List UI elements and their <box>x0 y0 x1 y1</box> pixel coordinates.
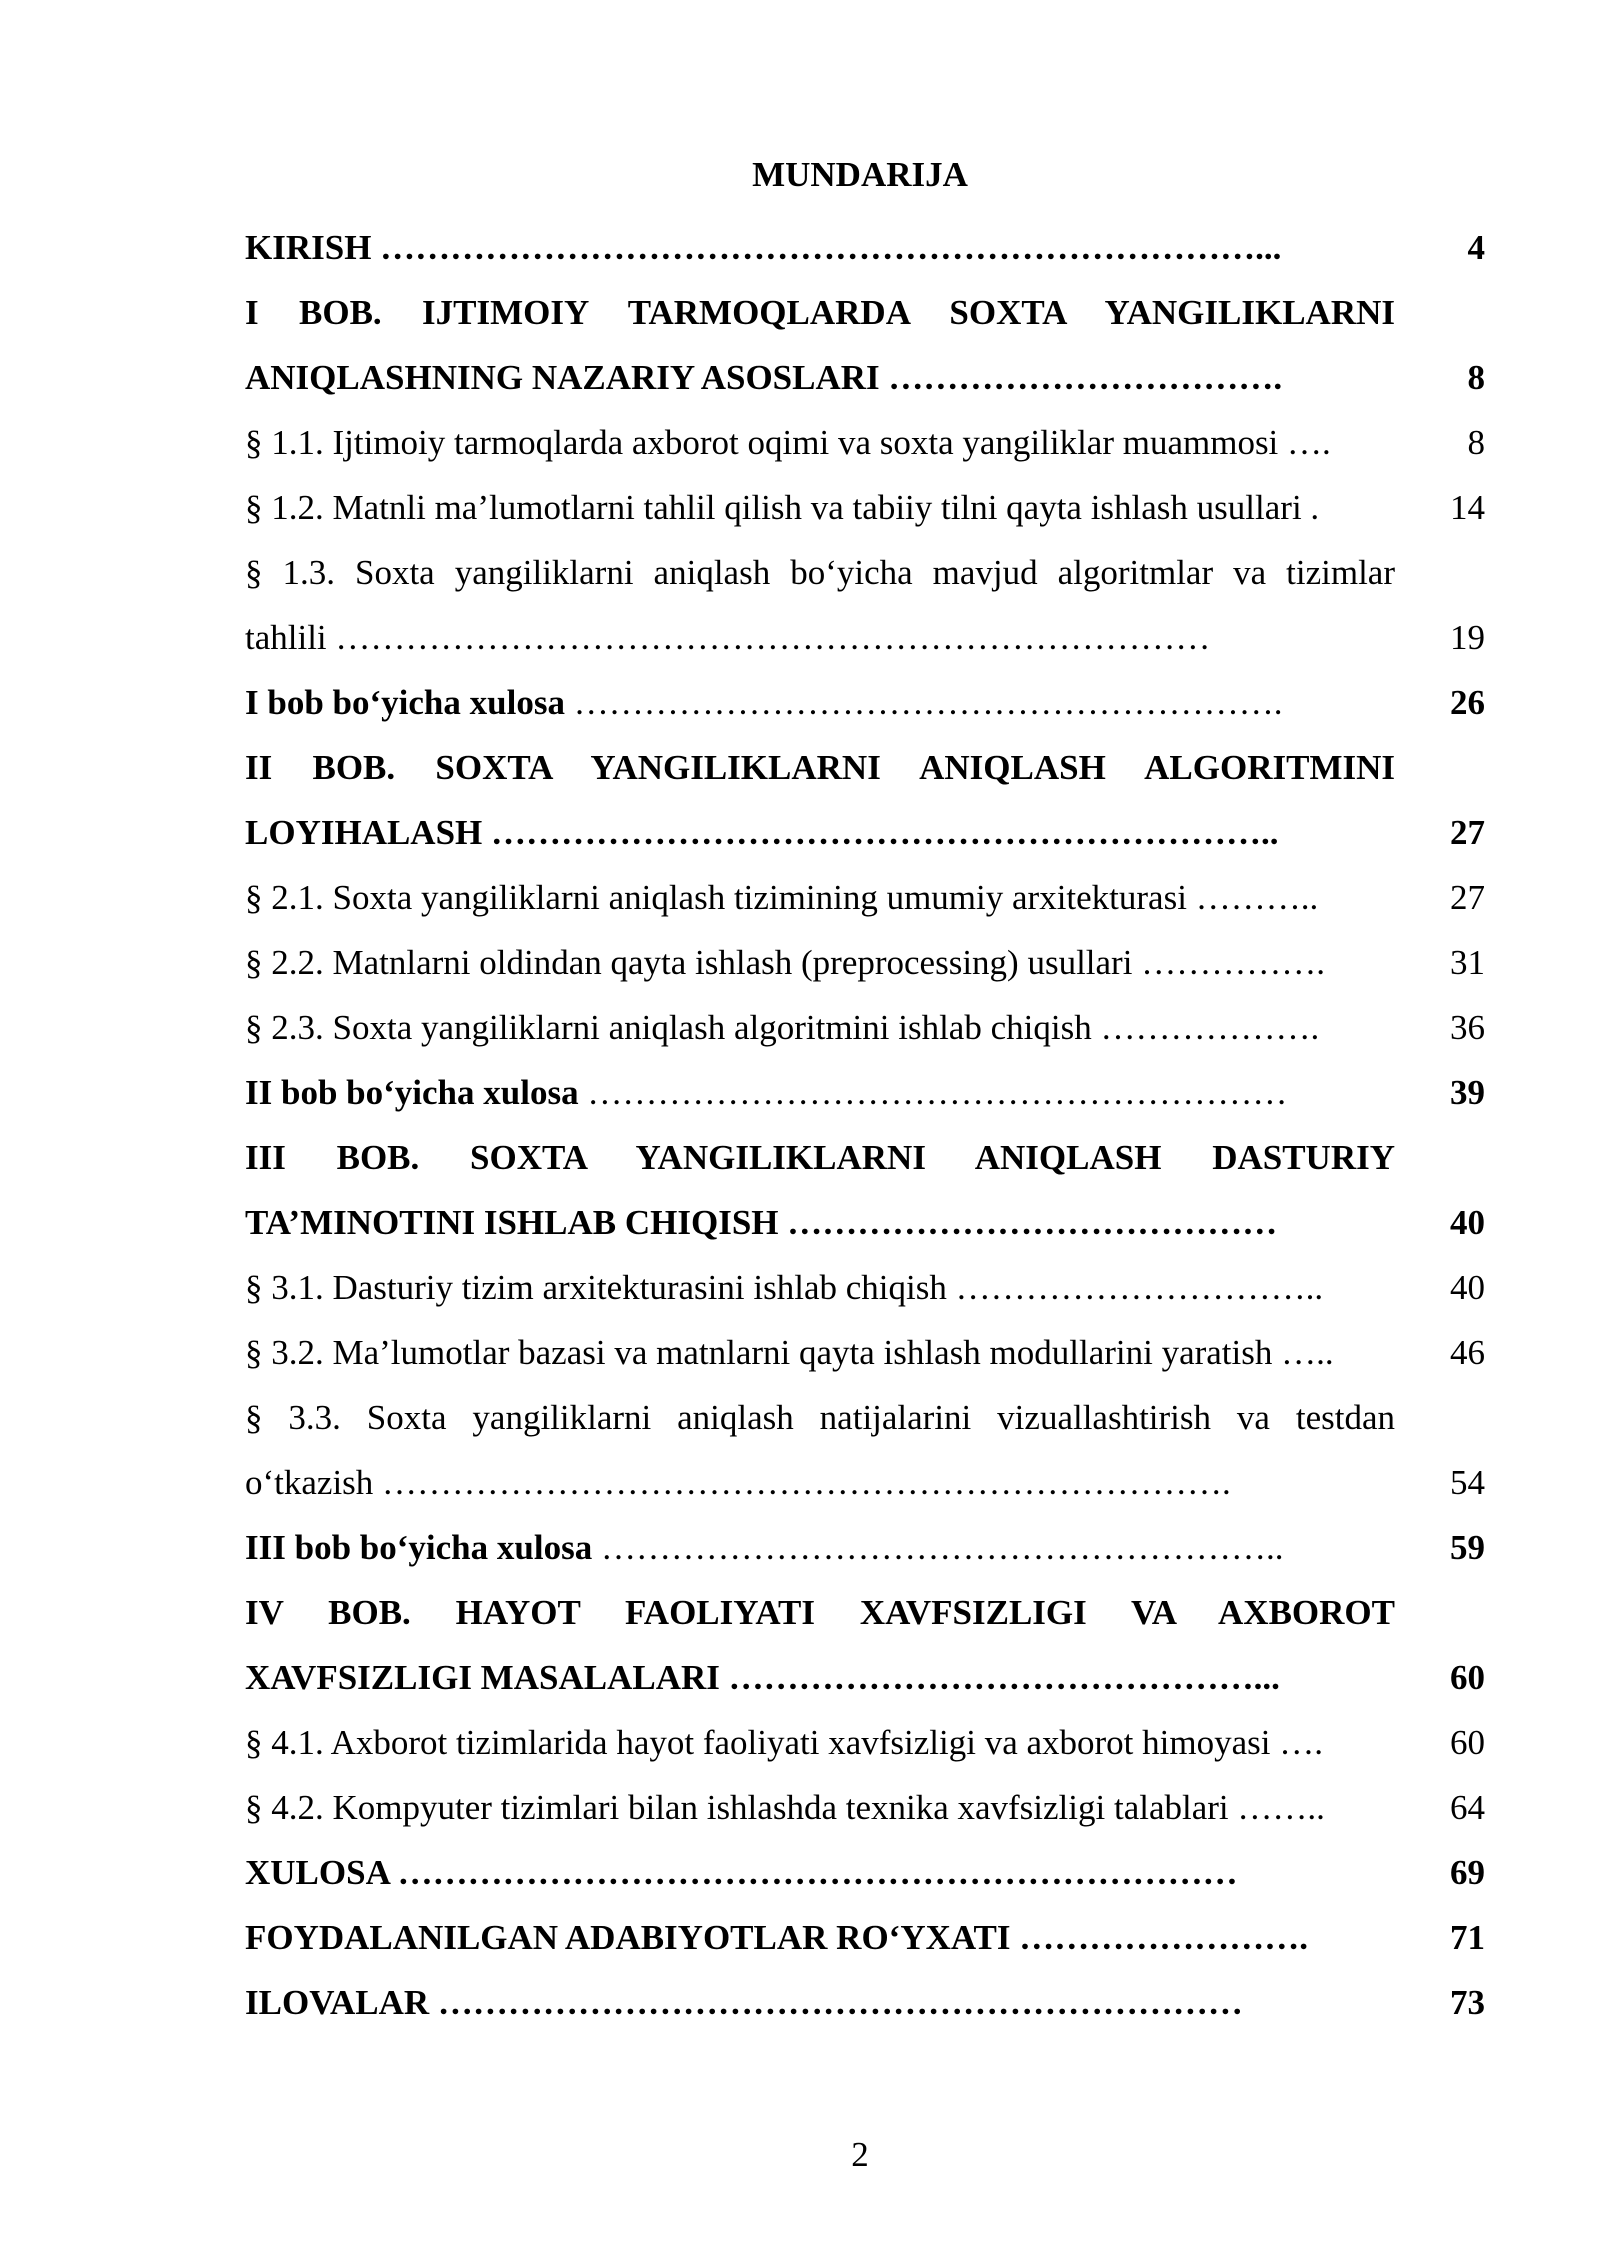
toc-entry-text: § 1.1. Ijtimoiy tarmoqlarda axborot oqimi va soxta yangiliklar muammosi …. <box>245 423 1331 462</box>
toc-page-number: 60 <box>1450 1658 1485 1697</box>
toc-page-number: 69 <box>1450 1853 1485 1892</box>
toc-page-number: 27 <box>1450 813 1485 852</box>
toc-entry-section-1-1[interactable] <box>245 410 1485 475</box>
toc-entry-chapter-3[interactable] <box>245 1190 1485 1255</box>
toc-entry-text: o‘tkazish ………………………………………………………………. <box>245 1463 1231 1502</box>
toc-entry-text: § 3.1. Dasturiy tizim arxitekturasini ishlab chiqish ………………………….. <box>245 1268 1324 1307</box>
toc-entry-text: § 4.1. Axborot tizimlarida hayot faoliyati xavfsizligi va axborot himoyasi …. <box>245 1723 1323 1762</box>
toc-leader: ………………………………………………….. <box>592 1528 1284 1567</box>
toc-chapter-4-title: IV BOB. HAYOT FAOLIYATI XAVFSIZLIGI VA AXBOROT <box>245 1593 1395 1632</box>
toc-entry-text: ILOVALAR …………………………………………………………… <box>245 1983 1243 2022</box>
toc-chapter-1-title: I BOB. IJTIMOIY TARMOQLARDA SOXTA YANGILIKLARNI <box>245 293 1395 332</box>
toc-entry-label: I bob bo‘yicha xulosa <box>245 683 565 722</box>
toc-entry-text: § 2.1. Soxta yangiliklarni aniqlash tizimining umumiy arxitekturasi ……….. <box>245 878 1319 917</box>
toc-chapter-2-title: II BOB. SOXTA YANGILIKLARNI ANIQLASH ALGORITMINI <box>245 748 1395 787</box>
toc-entry-text <box>245 1060 1395 1125</box>
toc-entry-chapter-4[interactable] <box>245 1645 1485 1710</box>
toc-page-number: 40 <box>1450 1203 1485 1242</box>
toc-entry-section-3-2[interactable] <box>245 1320 1485 1385</box>
toc-chapter-3-title: III BOB. SOXTA YANGILIKLARNI ANIQLASH DASTURIY <box>245 1138 1395 1177</box>
toc-entry-text: § 2.2. Matnlarni oldindan qayta ishlash (preprocessing) usullari ……………. <box>245 943 1325 982</box>
toc-page-number: 54 <box>1450 1463 1485 1502</box>
toc-entry-chapter-2-summary[interactable] <box>245 1060 1485 1125</box>
table-of-contents <box>245 215 1485 2035</box>
toc-section-1-3-title: § 1.3. Soxta yangiliklarni aniqlash bo‘yicha mavjud algoritmlar va tizimlar <box>245 553 1395 592</box>
toc-entry-section-1-2[interactable] <box>245 475 1485 540</box>
toc-entry-text: FOYDALANILGAN ADABIYOTLAR RO‘YXATI ……………………. <box>245 1918 1309 1957</box>
toc-entry-text: LOYIHALASH ………………………………………………………….. <box>245 813 1279 852</box>
toc-entry-text: TA’MINOTINI ISHLAB CHIQISH …………………………………… <box>245 1203 1278 1242</box>
toc-entry-chapter-3-summary[interactable] <box>245 1515 1485 1580</box>
toc-entry-chapter-2[interactable] <box>245 800 1485 865</box>
toc-entry-kirish[interactable] <box>245 215 1485 280</box>
toc-page-number: 8 <box>1467 358 1485 397</box>
toc-entry-label: II bob bo‘yicha xulosa <box>245 1073 579 1112</box>
toc-page-number: 73 <box>1450 1983 1485 2022</box>
toc-page-number: 4 <box>1467 228 1485 267</box>
toc-page-number: 8 <box>1467 423 1485 462</box>
toc-entry-text: § 3.2. Ma’lumotlar bazasi va matnlarni qayta ishlash modullarini yaratish ….. <box>245 1333 1334 1372</box>
toc-entry-text: § 1.2. Matnli ma’lumotlarni tahlil qilish va tabiiy tilni qayta ishlash usullari . <box>245 488 1320 527</box>
toc-entry-text: KIRISH …………………………………………………………………... <box>245 228 1282 267</box>
toc-entry-xulosa[interactable] <box>245 1840 1485 1905</box>
toc-page-number: 60 <box>1450 1723 1485 1762</box>
toc-entry-label: III bob bo‘yicha xulosa <box>245 1528 593 1567</box>
toc-page-number: 27 <box>1450 878 1485 917</box>
toc-page-number: 59 <box>1450 1528 1485 1567</box>
toc-leader: …………………………………………………… <box>578 1073 1288 1112</box>
toc-entry-text <box>245 1515 1395 1580</box>
toc-entry-section-1-3[interactable] <box>245 605 1485 670</box>
toc-entry-section-2-1[interactable] <box>245 865 1485 930</box>
toc-page-number: 19 <box>1450 618 1485 657</box>
toc-page-number: 36 <box>1450 1008 1485 1047</box>
toc-page-number: 14 <box>1450 488 1485 527</box>
toc-entry-section-3-3[interactable] <box>245 1450 1485 1515</box>
toc-entry-section-3-1[interactable] <box>245 1255 1485 1320</box>
toc-entry-text: § 2.3. Soxta yangiliklarni aniqlash algoritmini ishlab chiqish ………………. <box>245 1008 1320 1047</box>
toc-entry-section-4-2[interactable] <box>245 1775 1485 1840</box>
toc-entry-appendices[interactable] <box>245 1970 1485 2035</box>
toc-page-number: 31 <box>1450 943 1485 982</box>
toc-section-3-3-title: § 3.3. Soxta yangiliklarni aniqlash natijalarini vizuallashtirish va testdan <box>245 1398 1395 1437</box>
page-number: 2 <box>851 2135 869 2174</box>
toc-entry-section-2-3[interactable] <box>245 995 1485 1060</box>
toc-page-number: 39 <box>1450 1073 1485 1112</box>
toc-entry-references[interactable] <box>245 1905 1485 1970</box>
toc-entry-text: XULOSA ……………………………………………………………… <box>245 1853 1238 1892</box>
toc-entry-section-4-1[interactable] <box>245 1710 1485 1775</box>
toc-entry-text <box>245 670 1395 735</box>
toc-page-number: 26 <box>1450 683 1485 722</box>
toc-entry-text: tahlili ………………………………………………………………… <box>245 618 1211 657</box>
toc-entry-chapter-1-summary[interactable] <box>245 670 1485 735</box>
toc-page-number: 71 <box>1450 1918 1485 1957</box>
toc-page-number: 46 <box>1450 1333 1485 1372</box>
toc-leader: ……………………………………………………. <box>564 683 1283 722</box>
toc-entry-chapter-1[interactable] <box>245 345 1485 410</box>
toc-entry-text: ANIQLASHNING NAZARIY ASOSLARI ……………………………. <box>245 358 1283 397</box>
toc-entry-text: XAVFSIZLIGI MASALALARI ………………………………………... <box>245 1658 1280 1697</box>
toc-page-number: 64 <box>1450 1788 1485 1827</box>
toc-entry-section-2-2[interactable] <box>245 930 1485 995</box>
toc-page-number: 40 <box>1450 1268 1485 1307</box>
toc-entry-text: § 4.2. Kompyuter tizimlari bilan ishlashda texnika xavfsizligi talablari …….. <box>245 1788 1325 1827</box>
page-title: MUNDARIJA <box>752 155 968 194</box>
